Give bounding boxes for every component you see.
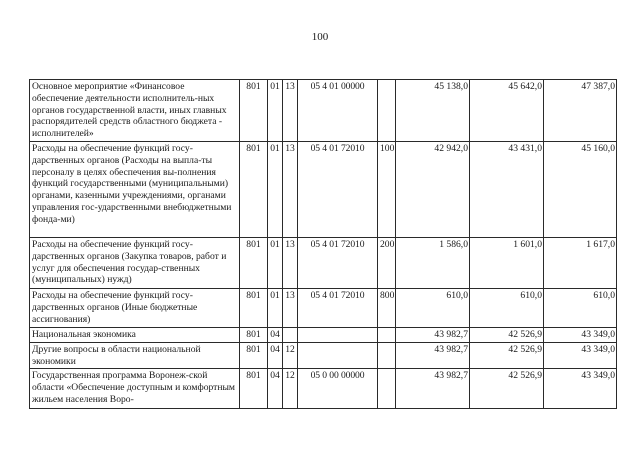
csr-cell: 05 0 00 00000 <box>298 369 378 409</box>
year2-amount-cell: 42 526,9 <box>470 369 544 409</box>
pr-cell: 12 <box>283 369 298 409</box>
row-name-cell: Другие вопросы в области национальной экономики <box>30 342 240 369</box>
pr-cell: 12 <box>283 342 298 369</box>
rz-cell: 04 <box>268 342 283 369</box>
year2-amount-cell: 43 431,0 <box>470 141 544 237</box>
rz-cell: 01 <box>268 237 283 288</box>
vr-cell: 100 <box>378 141 396 237</box>
vr-cell <box>378 342 396 369</box>
year2-amount-cell: 42 526,9 <box>470 327 544 342</box>
table-row <box>30 342 617 369</box>
pr-cell: 13 <box>283 237 298 288</box>
pr-cell: 13 <box>283 80 298 142</box>
rz-cell: 04 <box>268 327 283 342</box>
ved-cell: 801 <box>240 369 268 409</box>
ved-cell: 801 <box>240 327 268 342</box>
year3-amount-cell: 43 349,0 <box>544 369 617 409</box>
year1-amount-cell: 1 586,0 <box>396 237 470 288</box>
year2-amount-cell: 45 642,0 <box>470 80 544 142</box>
year2-amount-cell: 1 601,0 <box>470 237 544 288</box>
year1-amount-cell: 45 138,0 <box>396 80 470 142</box>
year3-amount-cell: 43 349,0 <box>544 327 617 342</box>
pr-cell <box>283 327 298 342</box>
table-row <box>30 141 617 237</box>
csr-cell: 05 4 01 00000 <box>298 80 378 142</box>
budget-table-body <box>30 80 617 409</box>
year3-amount-cell: 43 349,0 <box>544 342 617 369</box>
year3-amount-cell: 1 617,0 <box>544 237 617 288</box>
csr-cell: 05 4 01 72010 <box>298 237 378 288</box>
row-name-cell: Расходы на обеспечение функций госу-дарственных органов (Иные бюджетные ассигнования) <box>30 288 240 327</box>
year1-amount-cell: 43 982,7 <box>396 327 470 342</box>
rz-cell: 04 <box>268 369 283 409</box>
year1-amount-cell: 42 942,0 <box>396 141 470 237</box>
table-row <box>30 288 617 327</box>
table-row <box>30 327 617 342</box>
pr-cell: 13 <box>283 288 298 327</box>
vr-cell <box>378 80 396 142</box>
csr-cell <box>298 327 378 342</box>
year2-amount-cell: 610,0 <box>470 288 544 327</box>
csr-cell: 05 4 01 72010 <box>298 141 378 237</box>
rz-cell: 01 <box>268 288 283 327</box>
vr-cell: 200 <box>378 237 396 288</box>
ved-cell: 801 <box>240 80 268 142</box>
year3-amount-cell: 47 387,0 <box>544 80 617 142</box>
year3-amount-cell: 45 160,0 <box>544 141 617 237</box>
row-name-cell: Государственная программа Воронеж-ской области «Обеспечение доступным и комфортным жильем населения Воро- <box>30 369 240 409</box>
table-row <box>30 80 617 142</box>
csr-cell <box>298 342 378 369</box>
vr-cell <box>378 369 396 409</box>
row-name-cell: Национальная экономика <box>30 327 240 342</box>
vr-cell: 800 <box>378 288 396 327</box>
table-row <box>30 369 617 409</box>
year1-amount-cell: 43 982,7 <box>396 369 470 409</box>
row-name-cell: Расходы на обеспечение функций госу-дарственных органов (Расходы на выпла-ты персоналу в целях обеспечения вы-полнения функций государственными (муниципальными) органами, казенными учреждениями, органами управления гос-ударственными внебюджетными фонда-ми) <box>30 141 240 237</box>
row-name-cell: Основное мероприятие «Финансовое обеспечение деятельности исполнитель-ных органов государственной власти, иных главных распорядителей средств областного бюджета - исполнителей» <box>30 80 240 142</box>
csr-cell: 05 4 01 72010 <box>298 288 378 327</box>
ved-cell: 801 <box>240 141 268 237</box>
year1-amount-cell: 610,0 <box>396 288 470 327</box>
rz-cell: 01 <box>268 80 283 142</box>
page-number: 100 <box>311 31 329 43</box>
ved-cell: 801 <box>240 342 268 369</box>
year2-amount-cell: 42 526,9 <box>470 342 544 369</box>
row-name-cell: Расходы на обеспечение функций госу-дарственных органов (Закупка товаров, работ и услуг для обеспечения государ-ственных (муниципальных) нужд) <box>30 237 240 288</box>
year1-amount-cell: 43 982,7 <box>396 342 470 369</box>
table-row <box>30 237 617 288</box>
rz-cell: 01 <box>268 141 283 237</box>
ved-cell: 801 <box>240 237 268 288</box>
pr-cell: 13 <box>283 141 298 237</box>
vr-cell <box>378 327 396 342</box>
ved-cell: 801 <box>240 288 268 327</box>
year3-amount-cell: 610,0 <box>544 288 617 327</box>
budget-table <box>29 79 617 409</box>
